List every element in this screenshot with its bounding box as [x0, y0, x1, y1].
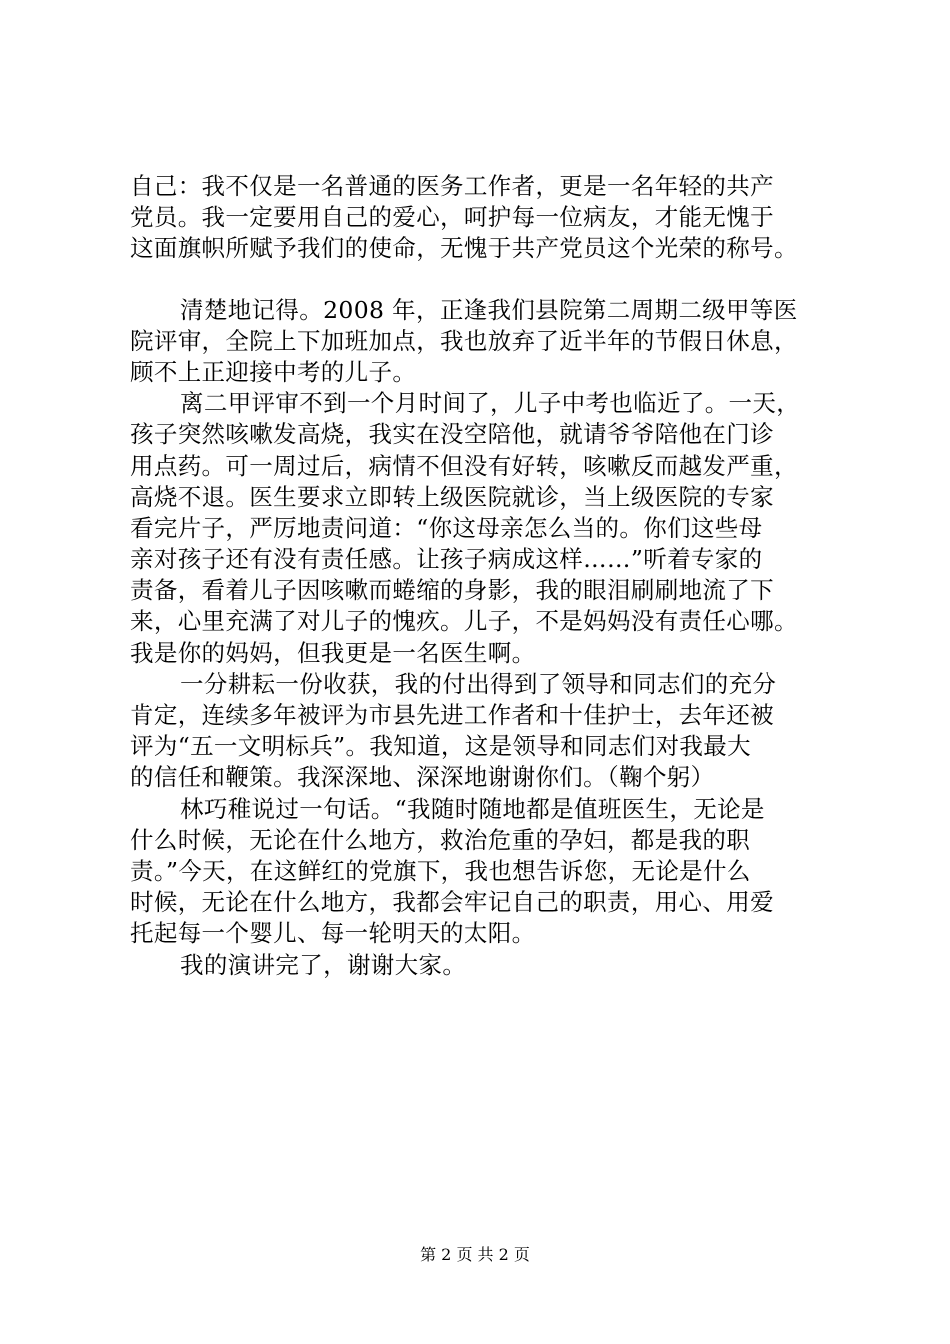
text-line: 我的演讲完了，谢谢大家。 — [180, 950, 467, 979]
text-line: 托起每一个婴儿、每一轮明天的太阳。 — [130, 919, 536, 948]
text-line: 一分耕耘一份收获，我的付出得到了领导和同志们的充分 — [180, 669, 777, 698]
text-line: 的信任和鞭策。我深深地、深深地谢谢你们。（鞠个躬） — [130, 763, 715, 792]
text-line: 亲对孩子还有没有责任感。让孩子病成这样……”听着专家的 — [130, 545, 763, 574]
paragraph-3 — [130, 388, 860, 669]
text-line: 什么时候，无论在什么地方，救治危重的孕妇，都是我的职 — [130, 825, 751, 854]
text-line: 顾不上正迎接中考的儿子。 — [130, 357, 417, 386]
text-line: 评为“五一文明标兵”。我知道，这是领导和同志们对我最大 — [130, 732, 751, 761]
paragraph-spacer — [130, 265, 860, 295]
text-line: 时候，无论在什么地方，我都会牢记自己的职责，用心、用爱 — [130, 888, 774, 917]
text-line: 高烧不退。医生要求立即转上级医院就诊，当上级医院的专家 — [130, 482, 774, 511]
text-line: 看完片子，严厉地责问道：“你这母亲怎么当的。你们这些母 — [130, 513, 763, 542]
text-line: 党员。我一定要用自己的爱心，呵护每一位病友，才能无愧于 — [130, 203, 774, 232]
text-line: 这面旗帜所赋予我们的使命，无愧于共产党员这个光荣的称号。 — [130, 234, 798, 263]
paragraph-2 — [130, 295, 860, 389]
text-line: 肯定，连续多年被评为市县先进工作者和十佳护士，去年还被 — [130, 701, 774, 729]
text-line: 孩子突然咳嗽发高烧，我实在没空陪他，就请爷爷陪他在门诊 — [130, 420, 774, 449]
paragraph-1 — [130, 171, 860, 265]
text-line: 我是你的妈妈，但我更是一名医生啊。 — [130, 638, 536, 667]
paragraph-5 — [130, 794, 860, 950]
text-line: 责备，看着儿子因咳嗽而蜷缩的身影，我的眼泪刷刷地流了下 — [130, 576, 774, 605]
text-line: 清楚地记得。2008 年，正逢我们县院第二周期二级甲等医 — [180, 295, 798, 324]
text-line: 来，心里充满了对儿子的愧疚。儿子，不是妈妈没有责任心哪。 — [130, 607, 798, 636]
paragraph-4 — [130, 669, 860, 794]
document-body — [130, 171, 860, 981]
text-line: 院评审，全院上下加班加点，我也放弃了近半年的节假日休息， — [130, 326, 798, 355]
text-line: 自己：我不仅是一名普通的医务工作者，更是一名年轻的共产 — [130, 172, 774, 200]
paragraph-6 — [130, 950, 860, 981]
text-line: 林巧稚说过一句话。“我随时随地都是值班医生，无论是 — [180, 794, 765, 823]
page-number-footer: 第 2 页 共 2 页 — [420, 1245, 530, 1264]
text-line: 离二甲评审不到一个月时间了，儿子中考也临近了。一天， — [180, 389, 801, 418]
text-line: 责。”今天，在这鲜红的党旗下，我也想告诉您，无论是什么 — [130, 856, 751, 885]
text-line: 用点药。可一周过后，病情不但没有好转，咳嗽反而越发严重， — [130, 451, 798, 480]
